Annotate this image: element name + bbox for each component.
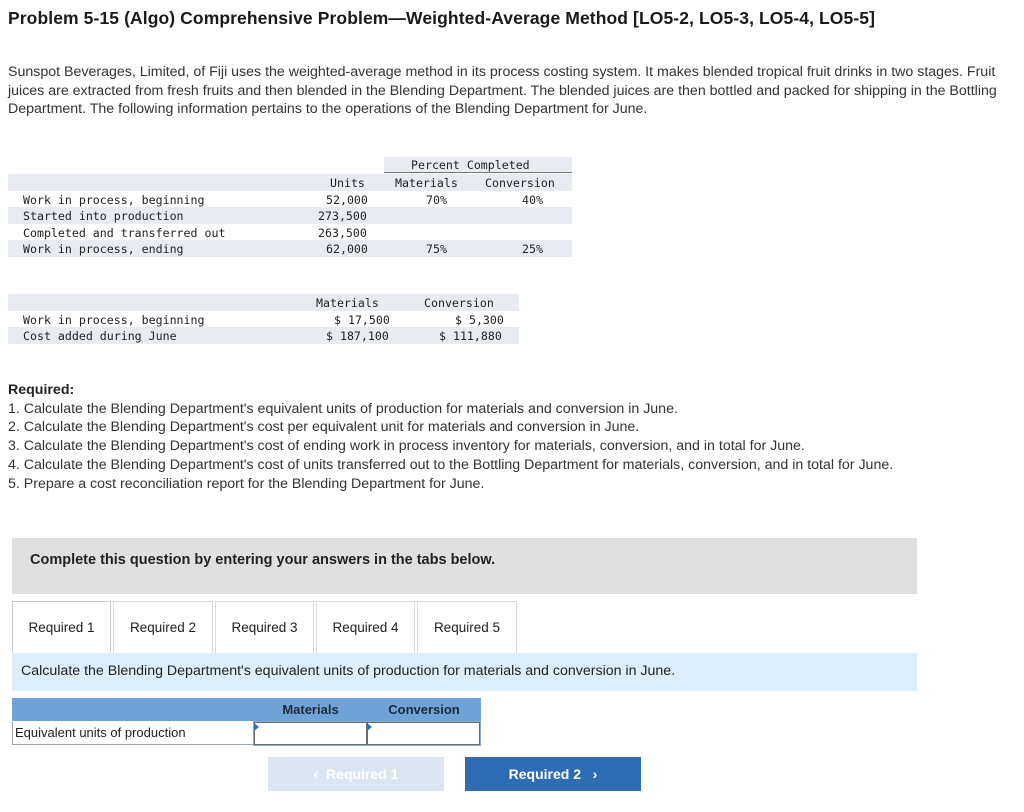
answer-materials-header: Materials (254, 698, 367, 721)
cost-row-label: Cost added during June (23, 329, 177, 343)
units-row-units: 273,500 (318, 209, 367, 223)
units-row-materials-pct: 75% (426, 242, 447, 256)
input-marker-icon (367, 723, 372, 731)
input-marker-icon (254, 723, 259, 731)
units-row-label: Started into production (23, 209, 184, 223)
materials-equivalent-units-input[interactable] (254, 722, 367, 745)
cost-row-label: Work in process, beginning (23, 313, 205, 327)
units-row-label: Completed and transferred out (23, 226, 226, 240)
tab-required-4[interactable]: Required 4 (316, 601, 415, 653)
units-col-header: Units (330, 176, 365, 190)
cost-conversion-col-header: Conversion (424, 296, 494, 310)
required-item: 3. Calculate the Blending Department's cost of ending work in process inventory for materials, conversion, and in total for June. (8, 438, 805, 455)
tab-required-2[interactable]: Required 2 (113, 601, 213, 653)
units-row-label: Work in process, beginning (23, 193, 205, 207)
units-row-materials-pct: 70% (426, 193, 447, 207)
tab-required-1[interactable]: Required 1 (12, 601, 111, 653)
answer-conversion-header: Conversion (367, 698, 481, 721)
tab-instruction (12, 653, 917, 691)
conversion-equivalent-units-input[interactable] (367, 722, 480, 745)
page-title: Problem 5-15 (Algo) Comprehensive Problem—Weighted-Average Method [LO5-2, LO5-3, LO5-4, LO5-5] (8, 8, 876, 28)
equivalent-units-label: Equivalent units of production (12, 722, 254, 745)
units-row-units: 52,000 (326, 193, 368, 207)
required-item: 4. Calculate the Blending Department's cost of units transferred out to the Bottling Department for materials, conversion, and in total for June. (8, 456, 894, 473)
conversion-pct-col-header: Conversion (485, 176, 555, 190)
percent-completed-header: Percent Completed (411, 158, 530, 172)
units-row-units: 263,500 (318, 226, 367, 240)
cost-row-materials: $ 17,500 (334, 313, 390, 327)
next-button-label: Required 2 (508, 766, 581, 782)
cost-row-conversion: $ 111,880 (439, 329, 502, 343)
next-required-button[interactable] (465, 757, 641, 791)
materials-pct-col-header: Materials (395, 176, 458, 190)
required-item: 1. Calculate the Blending Department's equivalent units of production for materials and conversion in June. (8, 400, 678, 417)
required-item: 5. Prepare a cost reconciliation report for the Blending Department for June. (8, 475, 485, 492)
problem-intro: Sunspot Beverages, Limited, of Fiji uses the weighted-average method in its process costing system. It makes blended tropical fruit drinks in two stages. Fruit juices are extracted from fresh fruits and then blended in the Blending Department. The blended juices are then bottled and packed for shipping in the Bottling Department. The following information pertains to the operations of the Blending Department for June. (8, 64, 997, 117)
units-row-label: Work in process, ending (23, 242, 184, 256)
tab-required-5[interactable]: Required 5 (417, 601, 517, 653)
instructions-banner (12, 538, 917, 594)
cost-row-materials: $ 187,100 (326, 329, 389, 343)
units-row-conversion-pct: 25% (522, 242, 543, 256)
units-row-conversion-pct: 40% (522, 193, 543, 207)
cost-row-conversion: $ 5,300 (455, 313, 504, 327)
previous-button-label: Required 1 (326, 766, 399, 782)
tab-instruction-text: Calculate the Blending Department's equivalent units of production for materials and conversion in June. (21, 663, 676, 679)
required-section (8, 381, 1008, 493)
chevron-left-icon: ‹ (313, 766, 319, 782)
cost-materials-col-header: Materials (316, 296, 379, 310)
required-title: Required: (8, 382, 75, 398)
previous-required-button[interactable] (268, 757, 444, 791)
chevron-right-icon: › (592, 766, 598, 782)
units-row-units: 62,000 (326, 242, 368, 256)
answer-header-blank (12, 698, 254, 721)
tab-required-3[interactable]: Required 3 (215, 601, 314, 653)
banner-text: Complete this question by entering your answers in the tabs below. (30, 552, 496, 568)
required-item: 2. Calculate the Blending Department's cost per equivalent unit for materials and conversion in June. (8, 419, 640, 436)
